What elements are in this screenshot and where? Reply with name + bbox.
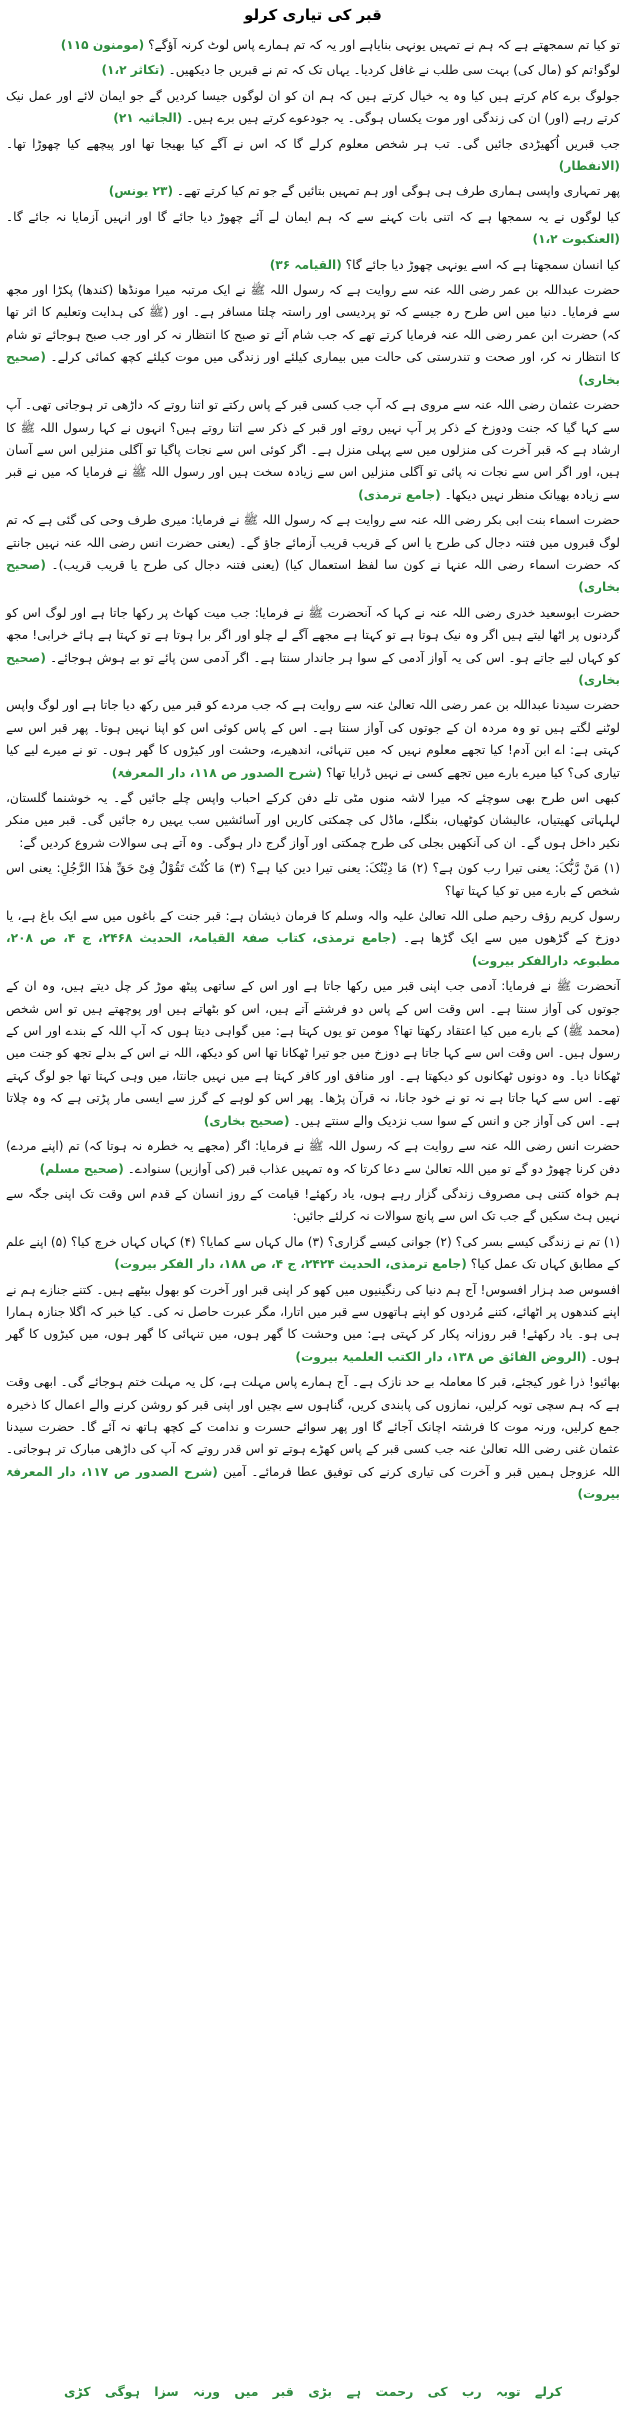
reference-citation: (الانفطار) — [558, 159, 620, 174]
paragraph-text: حضرت ابوسعید خدری رضی اللہ عنہ نے کہا کہ آنحضرت ﷺ نے فرمایا: جب میت کھاٹ پر رکھا جاتا ہے اور لوگ اس کو گردنوں پر اٹھا لیتے ہیں اگر وہ نیک ہوتا ہے تو کہتا ہے مجھے آگے لے چلو اور اگر برا ہوتا ہے تو کہتا ہے ہائے خرابی! مجھ کو کہاں لیے جاتے ہو۔ اس کی یہ آواز آدمی کے سوا ہر جاندار سنتا ہے۔ اگر آدمی سن پائے تو بے ہوش ہوجائے۔ — [6, 605, 620, 665]
reference-citation: (جامع ترمذی، کتاب صفۃ القیامۃ، الحدیث ۲۴۶۸، ج ۴، ص ۲۰۸، مطبوعہ دارالفکر بیروت) — [6, 931, 620, 968]
paragraph — [6, 279, 620, 391]
reference-citation: (صحیح بخاری) — [6, 557, 620, 595]
paragraph-text: حضرت انس رضی اللہ عنہ سے روایت ہے کہ رسول اللہ ﷺ نے فرمایا: اگر (مجھے یہ خطرہ نہ ہوتا کہ) تم (اپنے مردے) دفن کرنا چھوڑ دو گے تو میں اللہ تعالیٰ سے دعا کرتا کہ وہ تمہیں عذاب قبر (کی آوازیں) سنوادے۔ — [6, 1139, 620, 1176]
paragraph-text: بھائیو! ذرا غور کیجئے، قبر کا معاملہ بے حد نازک ہے۔ آج ہمارے پاس مہلت ہے، کل یہ مہلت ختم ہوجائے گی۔ ابھی وقت ہے کہ ہم سچی توبہ کرلیں، نمازوں کی پابندی کریں، گناہوں سے بچیں اور اپنی قبر کو روشن کرنے والے اعمال کا ذخیرہ جمع کرلیں، ورنہ موت کا فرشتہ اچانک آجائے گا اور پھر سوائے حسرت و ندامت کے کچھ ہاتھ نہ آئے گا۔ حضرت سیدنا عثمان غنی رضی اللہ تعالیٰ عنہ جب کسی قبر کے پاس کھڑے ہوتے تو اس قدر روتے کہ آپ کی داڑھی مبارک تر ہوجاتی۔ اللہ عزوجل ہمیں قبر و آخرت کی تیاری کرنے کی توفیق عطا فرمائے۔ آمین — [6, 1375, 620, 1479]
footer-couplet: کرلے توبہ رب کی رحمت ہے بڑی قبر میں ورنہ سزا ہوگی کڑی — [64, 2384, 562, 2399]
paragraph-text: آنحضرت ﷺ نے فرمایا: آدمی جب اپنی قبر میں رکھا جاتا ہے اور اس کے ساتھی پیٹھ موڑ کر چل دیتے ہیں، وہ ان کے جوتوں کی آواز سنتا ہے۔ اس وقت اس کے پاس دو فرشتے آتے ہیں، اس کو بٹھاتے ہیں اور پوچھتے ہیں تو اس شخص (محمد ﷺ) کے بارے میں کیا اعتقاد رکھتا تھا؟ مومن تو یوں کہتا ہے: میں گواہی دیتا ہوں کہ آپ اللہ کے بندے اور اس کے رسول ہیں۔ اس وقت اس سے کہا جاتا ہے دوزخ میں جو تیرا ٹھکانا تھا اس کو دیکھ، اللہ نے اس کے بدلے تجھ کو جنت میں ٹھکانا دیا۔ وہ دونوں ٹھکانوں کو دیکھتا ہے۔ اور منافق اور کافر کہتا ہے میں نہیں جانتا، میں وہی کہتا تھا جو لوگ کہتے تھے۔ اس سے کہا جاتا ہے نہ تو نے خود جانا، نہ قرآن پڑھا۔ پھر اس کو لوہے کے گرز سے ایسی مار پڑتی ہے کہ وہ چلاتا ہے۔ اس کی آواز جن و انس کے سوا سب نزدیک والے سنتے ہیں۔ — [6, 979, 620, 1128]
paragraph — [6, 905, 620, 972]
paragraph-text: پھر تمہاری واپسی ہماری طرف ہی ہوگی اور ہم تمہیں بتائیں گے جو تم کیا کرتے تھے۔ — [176, 184, 620, 199]
reference-citation: (الجاثیہ ۲۱) — [113, 111, 183, 126]
reference-citation: (مومنون ۱۱۵) — [60, 38, 145, 52]
paragraph — [6, 254, 620, 276]
paragraph — [6, 975, 620, 1132]
paragraph-text: کیا انسان سمجھتا ہے کہ اسے یونہی چھوڑ دیا جائے گا؟ — [345, 257, 620, 272]
paragraph-text: (۱) تم نے زندگی کیسے بسر کی؟ (۲) جوانی کیسے گزاری؟ (۳) مال کہاں سے کمایا؟ (۴) کہاں کہاں خرچ کیا؟ (۵) اپنے علم کے مطابق کہاں تک عمل کیا؟ — [6, 1234, 620, 1272]
paragraph — [6, 787, 620, 854]
paragraph — [6, 59, 620, 81]
paragraph-text: ہم خواہ کتنی ہی مصروف زندگی گزار رہے ہوں، یاد رکھئے! قیامت کے روز انسان کے قدم اس وقت تک اپنی جگہ سے نہیں ہٹ سکیں گے جب تک اس سے پانچ سوالات نہ کرلئے جائیں: — [6, 1186, 620, 1224]
paragraph — [6, 206, 620, 251]
paragraph-text: حضرت اسماء بنت ابی بکر رضی اللہ عنہ سے روایت ہے کہ رسول اللہ ﷺ نے فرمایا: میری طرف وحی کی گئی ہے کہ تم لوگ قبروں میں فتنہ دجال کی طرح یا اس کے قریب قریب آزمائے جاؤ گے۔ (یعنی حضرت انس رضی اللہ عنہ نہیں جانتے کہ حضرت اسماء رضی اللہ عنہا نے کون سا لفظ استعمال کیا) (یعنی فتنہ دجال کی طرح یا قریب قریب)۔ — [6, 513, 620, 572]
paragraph-text: کیا لوگوں نے یہ سمجھا ہے کہ اتنی بات کہنے سے کہ ہم ایمان لے آئے چھوڑ دیا جائے گا اور انہیں آزمایا نہ جائے گا۔ — [6, 209, 620, 224]
paragraph — [6, 133, 620, 178]
article-body — [6, 34, 620, 1506]
page — [6, 0, 620, 2421]
reference-citation: (صحیح مسلم) — [39, 1161, 124, 1176]
paragraph — [6, 1183, 620, 1228]
paragraph-text: (۱) مَنْ رَّبُّکَ: یعنی تیرا رب کون ہے؟ (۲) مَا دِیْنُکَ: یعنی تیرا دین کیا ہے؟ (۳) مَا کُنْتَ تَقُوْلُ فِیْ حَقِّ ھٰذَا الرَّجُلِ: یعنی اس شخص کے بارے میں تو کیا کہتا تھا؟ — [6, 861, 620, 898]
reference-citation: (شرح الصدور ص ۱۱۷، دار المعرفۃ بیروت) — [6, 1464, 620, 1502]
paragraph-text: حضرت عثمان رضی اللہ عنہ سے مروی ہے کہ آپ جب کسی قبر کے پاس رکتے تو اتنا روتے کہ داڑھی تر ہوجاتی تھی۔ آپ سے کہا گیا کہ جنت ودوزخ کے ذکر پر آپ نہیں روتے اور قبر کے ذکر سے اتنا روتے ہیں؟ انہوں نے کہا رسول اللہ ﷺ کا ارشاد ہے کہ قبر آخرت کی منزلوں میں سے پہلی منزل ہے۔ اگر کوئی اس سے نجات پاگیا تو آگلی منزلیں اس سے آسان ہیں، اور اگر اس سے نجات نہ پائی تو آگلی منزلیں اس سے زیادہ سخت ہیں اور رسول اللہ ﷺ نے فرمایا کہ میں نے قبر سے زیادہ بھیانک منظر نہیں دیکھا۔ — [6, 398, 620, 502]
paragraph — [6, 1135, 620, 1180]
paragraph — [6, 1371, 620, 1505]
reference-citation: (صحیح بخاری) — [6, 650, 620, 687]
paragraph — [6, 602, 620, 692]
paragraph-text: جب قبریں اُکھیڑدی جائیں گی۔ تب ہر شخص معلوم کرلے گا کہ اس نے آگے کیا بھیجا تھا اور پیچھے کیا چھوڑا تھا۔ — [6, 136, 620, 151]
reference-citation: (جامع ترمذی) — [358, 487, 441, 502]
paragraph — [6, 694, 620, 784]
reference-citation: (صحیح بخاری) — [6, 350, 620, 387]
paragraph — [6, 509, 620, 599]
paragraph — [6, 1279, 620, 1369]
paragraph-text: حضرت عبداللہ بن عمر رضی اللہ عنہ سے روایت ہے کہ رسول اللہ ﷺ نے ایک مرتبہ میرا مونڈھا (کندھا) پکڑا اور مجھ سے فرمایا۔ دنیا میں اس طرح رہ جیسے کہ تو پردیسی اور راستہ چلتا مسافر ہے۔ اور (ﷺ کی ہدایت وتعلیم کا اثر تھا کہ) حضرت ابن عمر رضی اللہ عنہ فرمایا کرتے تھے کہ جب شام آئے تو صبح کا انتظار نہ کر اور جب صبح ہوجائے تو شام کا انتظار نہ کر، اور صحت و تندرستی کی حالت میں بیماری کیلئے اور زندگی میں موت کیلئے کچھ کمائی کرلے۔ — [6, 283, 620, 365]
reference-citation: (جامع ترمذی، الحدیث ۲۴۲۴، ج ۴، ص ۱۸۸، دار الفکر بیروت) — [114, 1257, 467, 1272]
paragraph — [6, 85, 620, 130]
paragraph-text: جولوگ برے کام کرتے ہیں کیا وہ یہ خیال کرتے ہیں کہ ہم ان کو ان لوگوں جیسا کردیں گے جو ایمان لائے اور عمل نیک کرتے رہے (اور) ان کی زندگی اور موت یکساں ہوگی۔ یہ جودعوے کرتے ہیں برے ہیں۔ — [6, 88, 620, 126]
paragraph — [6, 394, 620, 506]
paragraph-text: لوگو!تم کو (مال کی) بہت سی طلب نے غافل کردیا۔ یہاں تک کہ تم نے قبریں جا دیکھیں۔ — [168, 63, 620, 78]
paragraph-text: کبھی اس طرح بھی سوچئے کہ میرا لاشہ منوں مٹی تلے دفن کرکے احباب واپس چلے جائیں گے۔ یہ خوشنما گلستان، لہلہاتی کھیتیاں، عالیشان کوٹھیاں، بنگلے، ماڈل کی چمکتی کاریں اور آسائشیں سب یہیں رہ جائیں گی۔ قبر میں منکر نکیر داخل ہوں گے۔ ان کی آنکھیں بجلی کی طرح چمکتی اور آواز گرج دار ہوگی۔ وہ آتے ہی سوالات شروع کردیں گے: — [6, 791, 620, 850]
paragraph — [6, 180, 620, 202]
page-title: قبر کی تیاری کرلو — [244, 6, 382, 24]
reference-citation: (صحیح بخاری) — [203, 1113, 290, 1128]
paragraph-text: افسوس صد ہزار افسوس! آج ہم دنیا کی رنگینیوں میں کھو کر اپنی قبر اور آخرت کو بھول بیٹھے ہیں۔ کتنے جنازے ہم نے اپنے کندھوں پر اٹھائے، کتنے مُردوں کو اپنے ہاتھوں سے قبر میں اتارا، مگر عبرت حاصل نہ کی۔ کیا خبر کہ اگلا جنازہ ہمارا ہی ہو۔ یاد رکھئے! قبر روزانہ پکار کر کہتی ہے: میں وحشت کا گھر ہوں، میں تنہائی کا گھر ہوں، میں کیڑوں کا گھر ہوں۔ — [6, 1282, 620, 1364]
reference-citation: (۲۳ یونس) — [108, 184, 174, 199]
paragraph-text: تو کیا تم سمجھتے ہے کہ ہم نے تمہیں یونہی بنایاہے اور یہ کہ تم ہمارے پاس لوٹ کرنہ آؤگے؟ — [148, 38, 620, 52]
paragraph-text: رسول کریم رؤف رحیم صلی اللہ تعالیٰ علیہ والہ وسلم کا فرمان ذیشان ہے: قبر جنت کے باغوں میں سے ایک باغ ہے، یا دوزخ کے گڑھوں میں سے ایک گڑھا ہے۔ — [6, 909, 621, 946]
paragraph — [6, 34, 620, 56]
reference-citation: (القیامہ ۳۶) — [269, 257, 342, 272]
reference-citation: (العنکبوت ۱،۲) — [532, 232, 620, 247]
paragraph — [6, 1231, 620, 1276]
reference-citation: (تکاثر ۱،۲) — [101, 63, 165, 78]
reference-citation: (الروض الفائق ص ۱۳۸، دار الکتب العلمیۃ بیروت) — [295, 1349, 587, 1364]
paragraph-text: حضرت سیدنا عبداللہ بن عمر رضی اللہ تعالیٰ عنہ سے روایت ہے کہ جب مردے کو قبر میں رکھ دیا جاتا ہے اور لوگ واپس لوٹنے لگتے ہیں تو وہ مردہ ان کے جوتوں کی آواز سنتا ہے۔ اس کے پاس کوئی اس کو اپنا نہیں ہوتا۔ پھر قبر اس سے کہتی ہے: اے ابن آدم! کیا تجھے معلوم نہیں کہ میں تنہائی، اندھیرے، وحشت اور کیڑوں کا گھر ہوں۔ تو نے میرے لیے کیا تیاری کی؟ کیا میرے بارے میں تجھے کسی نے نہیں ڈرایا تھا؟ — [6, 698, 620, 780]
paragraph — [6, 857, 620, 902]
reference-citation: (شرح الصدور ص ۱۱۸، دار المعرفۃ) — [111, 765, 323, 780]
